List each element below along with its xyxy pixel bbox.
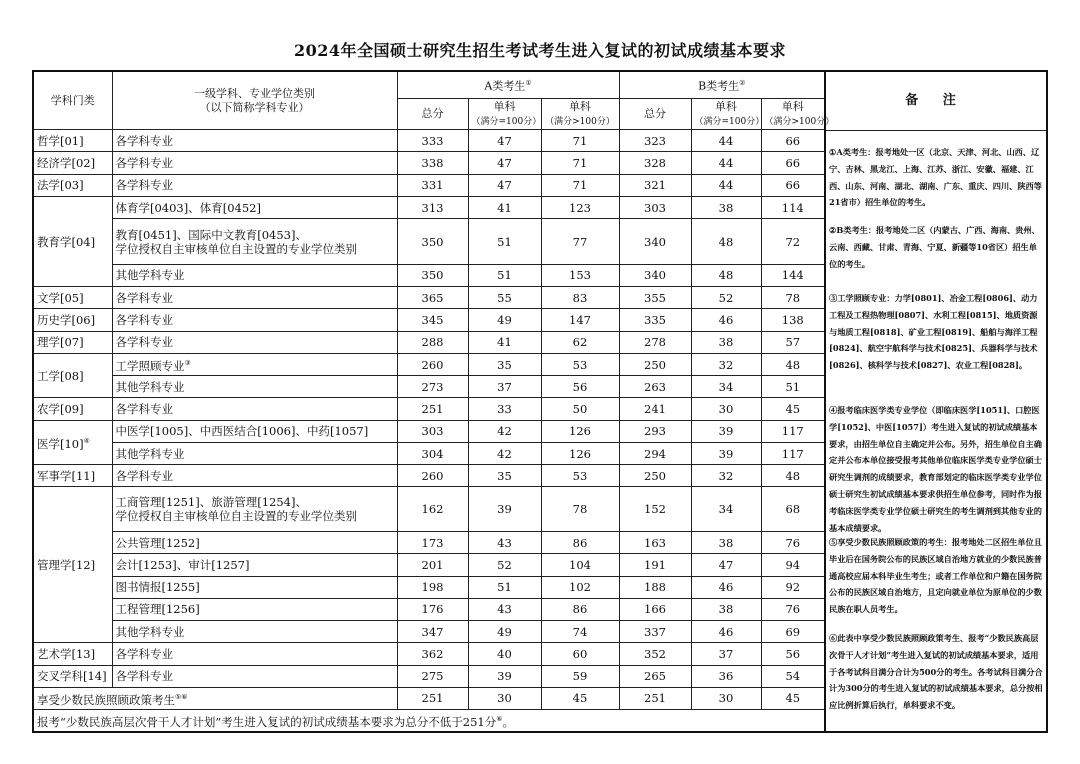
a-single100-cell: 52 — [468, 554, 541, 576]
b-singleover100-cell: 48 — [761, 353, 825, 375]
a-single100-cell: 43 — [468, 598, 541, 620]
b-single100-cell: 32 — [691, 465, 761, 487]
table-row — [33, 174, 825, 196]
b-singleover100-cell: 56 — [761, 643, 825, 665]
table-row — [33, 130, 825, 152]
b-singleover100-cell: 76 — [761, 598, 825, 620]
a-total-cell: 162 — [397, 487, 468, 532]
table-row — [33, 264, 825, 286]
discipline-cell: 农学[09] — [33, 398, 112, 420]
b-single100-cell: 34 — [691, 487, 761, 532]
a-single100-cell: 51 — [468, 576, 541, 598]
b-total-cell: 340 — [619, 219, 691, 265]
category-cell: 各学科专业 — [112, 465, 397, 487]
b-singleover100-cell: 72 — [761, 219, 825, 265]
b-single100-cell: 46 — [691, 576, 761, 598]
table-row — [33, 532, 825, 554]
a-total-cell: 313 — [397, 197, 468, 219]
b-single100-cell: 44 — [691, 130, 761, 152]
a-single100-cell: 42 — [468, 442, 541, 464]
category-cell: 各学科专业 — [112, 174, 397, 196]
header-discipline: 学科门类 — [33, 71, 112, 130]
b-total-cell: 163 — [619, 532, 691, 554]
category-cell: 各学科专业 — [112, 309, 397, 331]
remarks-panel — [824, 70, 1048, 733]
b-single100-cell: 37 — [691, 643, 761, 665]
a-singleover100-cell: 71 — [541, 130, 619, 152]
b-single100-cell: 52 — [691, 287, 761, 309]
a-total-cell: 365 — [397, 287, 468, 309]
category-cell: 其他学科专业 — [112, 264, 397, 286]
b-singleover100-cell: 66 — [761, 152, 825, 174]
a-total-cell: 251 — [397, 687, 468, 709]
table-row — [33, 554, 825, 576]
category-cell: 各学科专业 — [112, 152, 397, 174]
header-b-single-over100: 单科 （满分>100分） — [761, 98, 825, 129]
b-single100-cell: 30 — [691, 398, 761, 420]
a-singleover100-cell: 126 — [541, 442, 619, 464]
note-3: ③工学照顾专业：力学[0801]、冶金工程[0806]、动力工程及工程热物理[0807]、水利工程[0815]、地质资源与地质工程[0818]、矿业工程[0819]、船舶与海洋工程[0824]、航空宇航科学与技术[0825]、兵器科学与技术[0826]、核科学与技术[0827]、农业工程[0828]。 — [829, 293, 1038, 371]
a-total-cell: 201 — [397, 554, 468, 576]
a-single100-cell: 51 — [468, 264, 541, 286]
category-cell: 体育学[0403]、体育[0452] — [112, 197, 397, 219]
note-1: ①A类考生：报考地处一区（北京、天津、河北、山西、辽宁、吉林、黑龙江、上海、江苏、浙江、安徽、福建、江西、山东、河南、湖北、湖南、广东、重庆、四川、陕西等21省市）招生单位的考生。 — [829, 147, 1042, 208]
a-singleover100-cell: 62 — [541, 331, 619, 353]
a-total-cell: 275 — [397, 665, 468, 687]
a-total-cell: 350 — [397, 219, 468, 265]
a-singleover100-cell: 147 — [541, 309, 619, 331]
a-single100-cell: 35 — [468, 353, 541, 375]
header-a-single-over100: 单科 （满分>100分） — [541, 98, 619, 129]
a-single100-cell: 55 — [468, 287, 541, 309]
a-singleover100-cell: 60 — [541, 643, 619, 665]
a-singleover100-cell: 50 — [541, 398, 619, 420]
a-singleover100-cell: 102 — [541, 576, 619, 598]
b-single100-cell: 46 — [691, 621, 761, 643]
a-total-cell: 198 — [397, 576, 468, 598]
a-single100-cell: 51 — [468, 219, 541, 265]
a-singleover100-cell: 71 — [541, 174, 619, 196]
a-single100-cell: 30 — [468, 687, 541, 709]
header-group-b: B类考生② — [619, 71, 825, 98]
b-singleover100-cell: 114 — [761, 197, 825, 219]
table-row — [33, 376, 825, 398]
a-singleover100-cell: 74 — [541, 621, 619, 643]
b-single100-cell: 48 — [691, 219, 761, 265]
table-row — [33, 598, 825, 620]
table-row — [33, 465, 825, 487]
b-single100-cell: 38 — [691, 331, 761, 353]
a-singleover100-cell: 126 — [541, 420, 619, 442]
b-total-cell: 278 — [619, 331, 691, 353]
b-single100-cell: 44 — [691, 152, 761, 174]
a-singleover100-cell: 71 — [541, 152, 619, 174]
table-row — [33, 665, 825, 687]
discipline-cell: 交叉学科[14] — [33, 665, 112, 687]
b-singleover100-cell: 66 — [761, 130, 825, 152]
b-singleover100-cell: 68 — [761, 487, 825, 532]
b-total-cell: 294 — [619, 442, 691, 464]
category-cell: 各学科专业 — [112, 398, 397, 420]
table-row — [33, 442, 825, 464]
category-cell: 其他学科专业 — [112, 621, 397, 643]
b-singleover100-cell: 45 — [761, 398, 825, 420]
discipline-cell: 文学[05] — [33, 287, 112, 309]
discipline-cell: 哲学[01] — [33, 130, 112, 152]
a-singleover100-cell: 83 — [541, 287, 619, 309]
b-singleover100-cell: 76 — [761, 532, 825, 554]
b-total-cell: 152 — [619, 487, 691, 532]
b-single100-cell: 46 — [691, 309, 761, 331]
b-singleover100-cell: 117 — [761, 442, 825, 464]
b-total-cell: 335 — [619, 309, 691, 331]
table-row — [33, 287, 825, 309]
a-single100-cell: 35 — [468, 465, 541, 487]
b-singleover100-cell: 117 — [761, 420, 825, 442]
table-row — [33, 331, 825, 353]
a-total-cell: 173 — [397, 532, 468, 554]
b-singleover100-cell: 57 — [761, 331, 825, 353]
discipline-cell: 享受少数民族照顾政策考生⑤⑥ — [33, 687, 397, 709]
discipline-cell: 工学[08] — [33, 353, 112, 398]
discipline-cell: 医学[10]④ — [33, 420, 112, 465]
footnote: 报考“少数民族高层次骨干人才计划”考生进入复试的初试成绩基本要求为总分不低于251分⑥。 — [33, 710, 825, 732]
discipline-cell: 管理学[12] — [33, 487, 112, 643]
b-single100-cell: 48 — [691, 264, 761, 286]
discipline-cell: 艺术学[13] — [33, 643, 112, 665]
a-single100-cell: 42 — [468, 420, 541, 442]
b-single100-cell: 30 — [691, 687, 761, 709]
discipline-cell: 法学[03] — [33, 174, 112, 196]
a-total-cell: 251 — [397, 398, 468, 420]
table-row — [33, 152, 825, 174]
discipline-cell: 经济学[02] — [33, 152, 112, 174]
note-4: ④报考临床医学类专业学位（即临床医学[1051]、口腔医学[1052]、中医[1057]）考生进入复试的初试成绩基本要求，由招生单位自主确定并公布。另外，招生单位自主确定并公布本单位接受报考其他单位临床医学类专业学位硕士研究生调剂的成绩要求，教育部划定的临床医学类专业学位硕士研究生初试成绩基本要求供招生单位参考，同时作为报考临床医学类专业学位硕士研究生的考生调剂到其他专业的基本成绩要求。 — [829, 405, 1042, 533]
b-single100-cell: 32 — [691, 353, 761, 375]
a-singleover100-cell: 78 — [541, 487, 619, 532]
a-total-cell: 347 — [397, 621, 468, 643]
a-total-cell: 303 — [397, 420, 468, 442]
header-a-single-100: 单科 （满分=100分） — [468, 98, 541, 129]
a-singleover100-cell: 53 — [541, 353, 619, 375]
category-cell: 工程管理[1256] — [112, 598, 397, 620]
a-single100-cell: 41 — [468, 197, 541, 219]
category-cell: 各学科专业 — [112, 130, 397, 152]
a-single100-cell: 47 — [468, 174, 541, 196]
b-single100-cell: 39 — [691, 420, 761, 442]
a-singleover100-cell: 123 — [541, 197, 619, 219]
a-singleover100-cell: 86 — [541, 598, 619, 620]
b-total-cell: 188 — [619, 576, 691, 598]
b-total-cell: 250 — [619, 465, 691, 487]
b-single100-cell: 47 — [691, 554, 761, 576]
b-single100-cell: 36 — [691, 665, 761, 687]
a-single100-cell: 43 — [468, 532, 541, 554]
a-total-cell: 304 — [397, 442, 468, 464]
b-single100-cell: 44 — [691, 174, 761, 196]
b-total-cell: 241 — [619, 398, 691, 420]
discipline-cell: 军事学[11] — [33, 465, 112, 487]
b-total-cell: 251 — [619, 687, 691, 709]
header-a-total: 总分 — [397, 98, 468, 129]
a-singleover100-cell: 86 — [541, 532, 619, 554]
score-table — [32, 70, 835, 733]
b-singleover100-cell: 78 — [761, 287, 825, 309]
category-cell: 会计[1253]、审计[1257] — [112, 554, 397, 576]
a-singleover100-cell: 53 — [541, 465, 619, 487]
header-b-single-100: 单科 （满分=100分） — [691, 98, 761, 129]
a-total-cell: 176 — [397, 598, 468, 620]
a-single100-cell: 49 — [468, 309, 541, 331]
table-row — [33, 687, 825, 709]
a-total-cell: 333 — [397, 130, 468, 152]
a-single100-cell: 39 — [468, 487, 541, 532]
a-singleover100-cell: 104 — [541, 554, 619, 576]
discipline-cell: 历史学[06] — [33, 309, 112, 331]
a-total-cell: 288 — [397, 331, 468, 353]
table-row — [33, 621, 825, 643]
category-cell: 各学科专业 — [112, 331, 397, 353]
a-single100-cell: 47 — [468, 130, 541, 152]
category-cell: 其他学科专业 — [112, 376, 397, 398]
a-single100-cell: 37 — [468, 376, 541, 398]
a-singleover100-cell: 45 — [541, 687, 619, 709]
a-single100-cell: 39 — [468, 665, 541, 687]
note-5: ⑤享受少数民族照顾政策的考生：报考地处二区招生单位且毕业后在国务院公布的民族区域自治地方就业的少数民族普通高校应届本科毕业生考生；或者工作单位和户籍在国务院公布的民族区域自治地方，且定向就业单位为原单位的少数民族在职人员考生。 — [829, 537, 1042, 615]
category-cell: 教育[0451]、国际中文教育[0453]、 学位授权自主审核单位自主设置的专业学位类别 — [112, 219, 397, 265]
b-total-cell: 191 — [619, 554, 691, 576]
category-cell: 各学科专业 — [112, 665, 397, 687]
b-singleover100-cell: 45 — [761, 687, 825, 709]
a-single100-cell: 33 — [468, 398, 541, 420]
category-cell: 各学科专业 — [112, 643, 397, 665]
b-total-cell: 340 — [619, 264, 691, 286]
b-total-cell: 303 — [619, 197, 691, 219]
b-singleover100-cell: 69 — [761, 621, 825, 643]
category-cell: 其他学科专业 — [112, 442, 397, 464]
discipline-cell: 教育学[04] — [33, 197, 112, 287]
b-total-cell: 321 — [619, 174, 691, 196]
table-row — [33, 219, 825, 265]
b-total-cell: 355 — [619, 287, 691, 309]
category-cell: 工学照顾专业③ — [112, 353, 397, 375]
category-cell: 各学科专业 — [112, 287, 397, 309]
b-total-cell: 293 — [619, 420, 691, 442]
table-row — [33, 309, 825, 331]
b-total-cell: 328 — [619, 152, 691, 174]
b-singleover100-cell: 94 — [761, 554, 825, 576]
b-singleover100-cell: 54 — [761, 665, 825, 687]
a-total-cell: 260 — [397, 465, 468, 487]
a-total-cell: 331 — [397, 174, 468, 196]
a-total-cell: 362 — [397, 643, 468, 665]
a-total-cell: 273 — [397, 376, 468, 398]
remarks-heading: 备 注 — [825, 72, 1046, 131]
b-single100-cell: 39 — [691, 442, 761, 464]
a-single100-cell: 40 — [468, 643, 541, 665]
table-row — [33, 487, 825, 532]
header-b-total: 总分 — [619, 98, 691, 129]
a-singleover100-cell: 153 — [541, 264, 619, 286]
a-total-cell: 350 — [397, 264, 468, 286]
table-row — [33, 353, 825, 375]
b-single100-cell: 34 — [691, 376, 761, 398]
b-total-cell: 265 — [619, 665, 691, 687]
b-total-cell: 263 — [619, 376, 691, 398]
a-total-cell: 338 — [397, 152, 468, 174]
table-row — [33, 576, 825, 598]
a-singleover100-cell: 56 — [541, 376, 619, 398]
category-cell: 中医学[1005]、中西医结合[1006]、中药[1057] — [112, 420, 397, 442]
a-single100-cell: 49 — [468, 621, 541, 643]
b-total-cell: 250 — [619, 353, 691, 375]
b-single100-cell: 38 — [691, 197, 761, 219]
page-title: 2024年全国硕士研究生招生考试考生进入复试的初试成绩基本要求 — [293, 41, 787, 60]
a-singleover100-cell: 59 — [541, 665, 619, 687]
a-total-cell: 345 — [397, 309, 468, 331]
header-category: 一级学科、专业学位类别 （以下简称学科专业） — [112, 71, 397, 130]
b-single100-cell: 38 — [691, 532, 761, 554]
b-singleover100-cell: 92 — [761, 576, 825, 598]
a-single100-cell: 47 — [468, 152, 541, 174]
table-row — [33, 643, 825, 665]
category-cell: 工商管理[1251]、旅游管理[1254]、 学位授权自主审核单位自主设置的专业学位类别 — [112, 487, 397, 532]
b-total-cell: 337 — [619, 621, 691, 643]
category-cell: 图书情报[1255] — [112, 576, 397, 598]
a-total-cell: 260 — [397, 353, 468, 375]
table-row — [33, 197, 825, 219]
note-2: ②B类考生：报考地处二区（内蒙古、广西、海南、贵州、云南、西藏、甘肃、青海、宁夏、新疆等10省区）招生单位的考生。 — [829, 225, 1040, 269]
b-total-cell: 166 — [619, 598, 691, 620]
table-row — [33, 398, 825, 420]
note-6: ⑥此表中享受少数民族照顾政策考生、报考“少数民族高层次骨干人才计划”考生进入复试的初试成绩基本要求，适用于各考试科目满分合计为500分的考生。各考试科目满分合计为300分的考生进入复试的初试成绩基本要求，总分按相应比例折算后执行，单科要求不变。 — [829, 633, 1043, 711]
b-total-cell: 323 — [619, 130, 691, 152]
b-single100-cell: 38 — [691, 598, 761, 620]
a-singleover100-cell: 77 — [541, 219, 619, 265]
b-singleover100-cell: 144 — [761, 264, 825, 286]
b-singleover100-cell: 138 — [761, 309, 825, 331]
a-single100-cell: 41 — [468, 331, 541, 353]
header-group-a: A类考生① — [397, 71, 619, 98]
table-row — [33, 420, 825, 442]
discipline-cell: 理学[07] — [33, 331, 112, 353]
category-cell: 公共管理[1252] — [112, 532, 397, 554]
b-singleover100-cell: 66 — [761, 174, 825, 196]
b-singleover100-cell: 48 — [761, 465, 825, 487]
b-total-cell: 352 — [619, 643, 691, 665]
b-singleover100-cell: 51 — [761, 376, 825, 398]
